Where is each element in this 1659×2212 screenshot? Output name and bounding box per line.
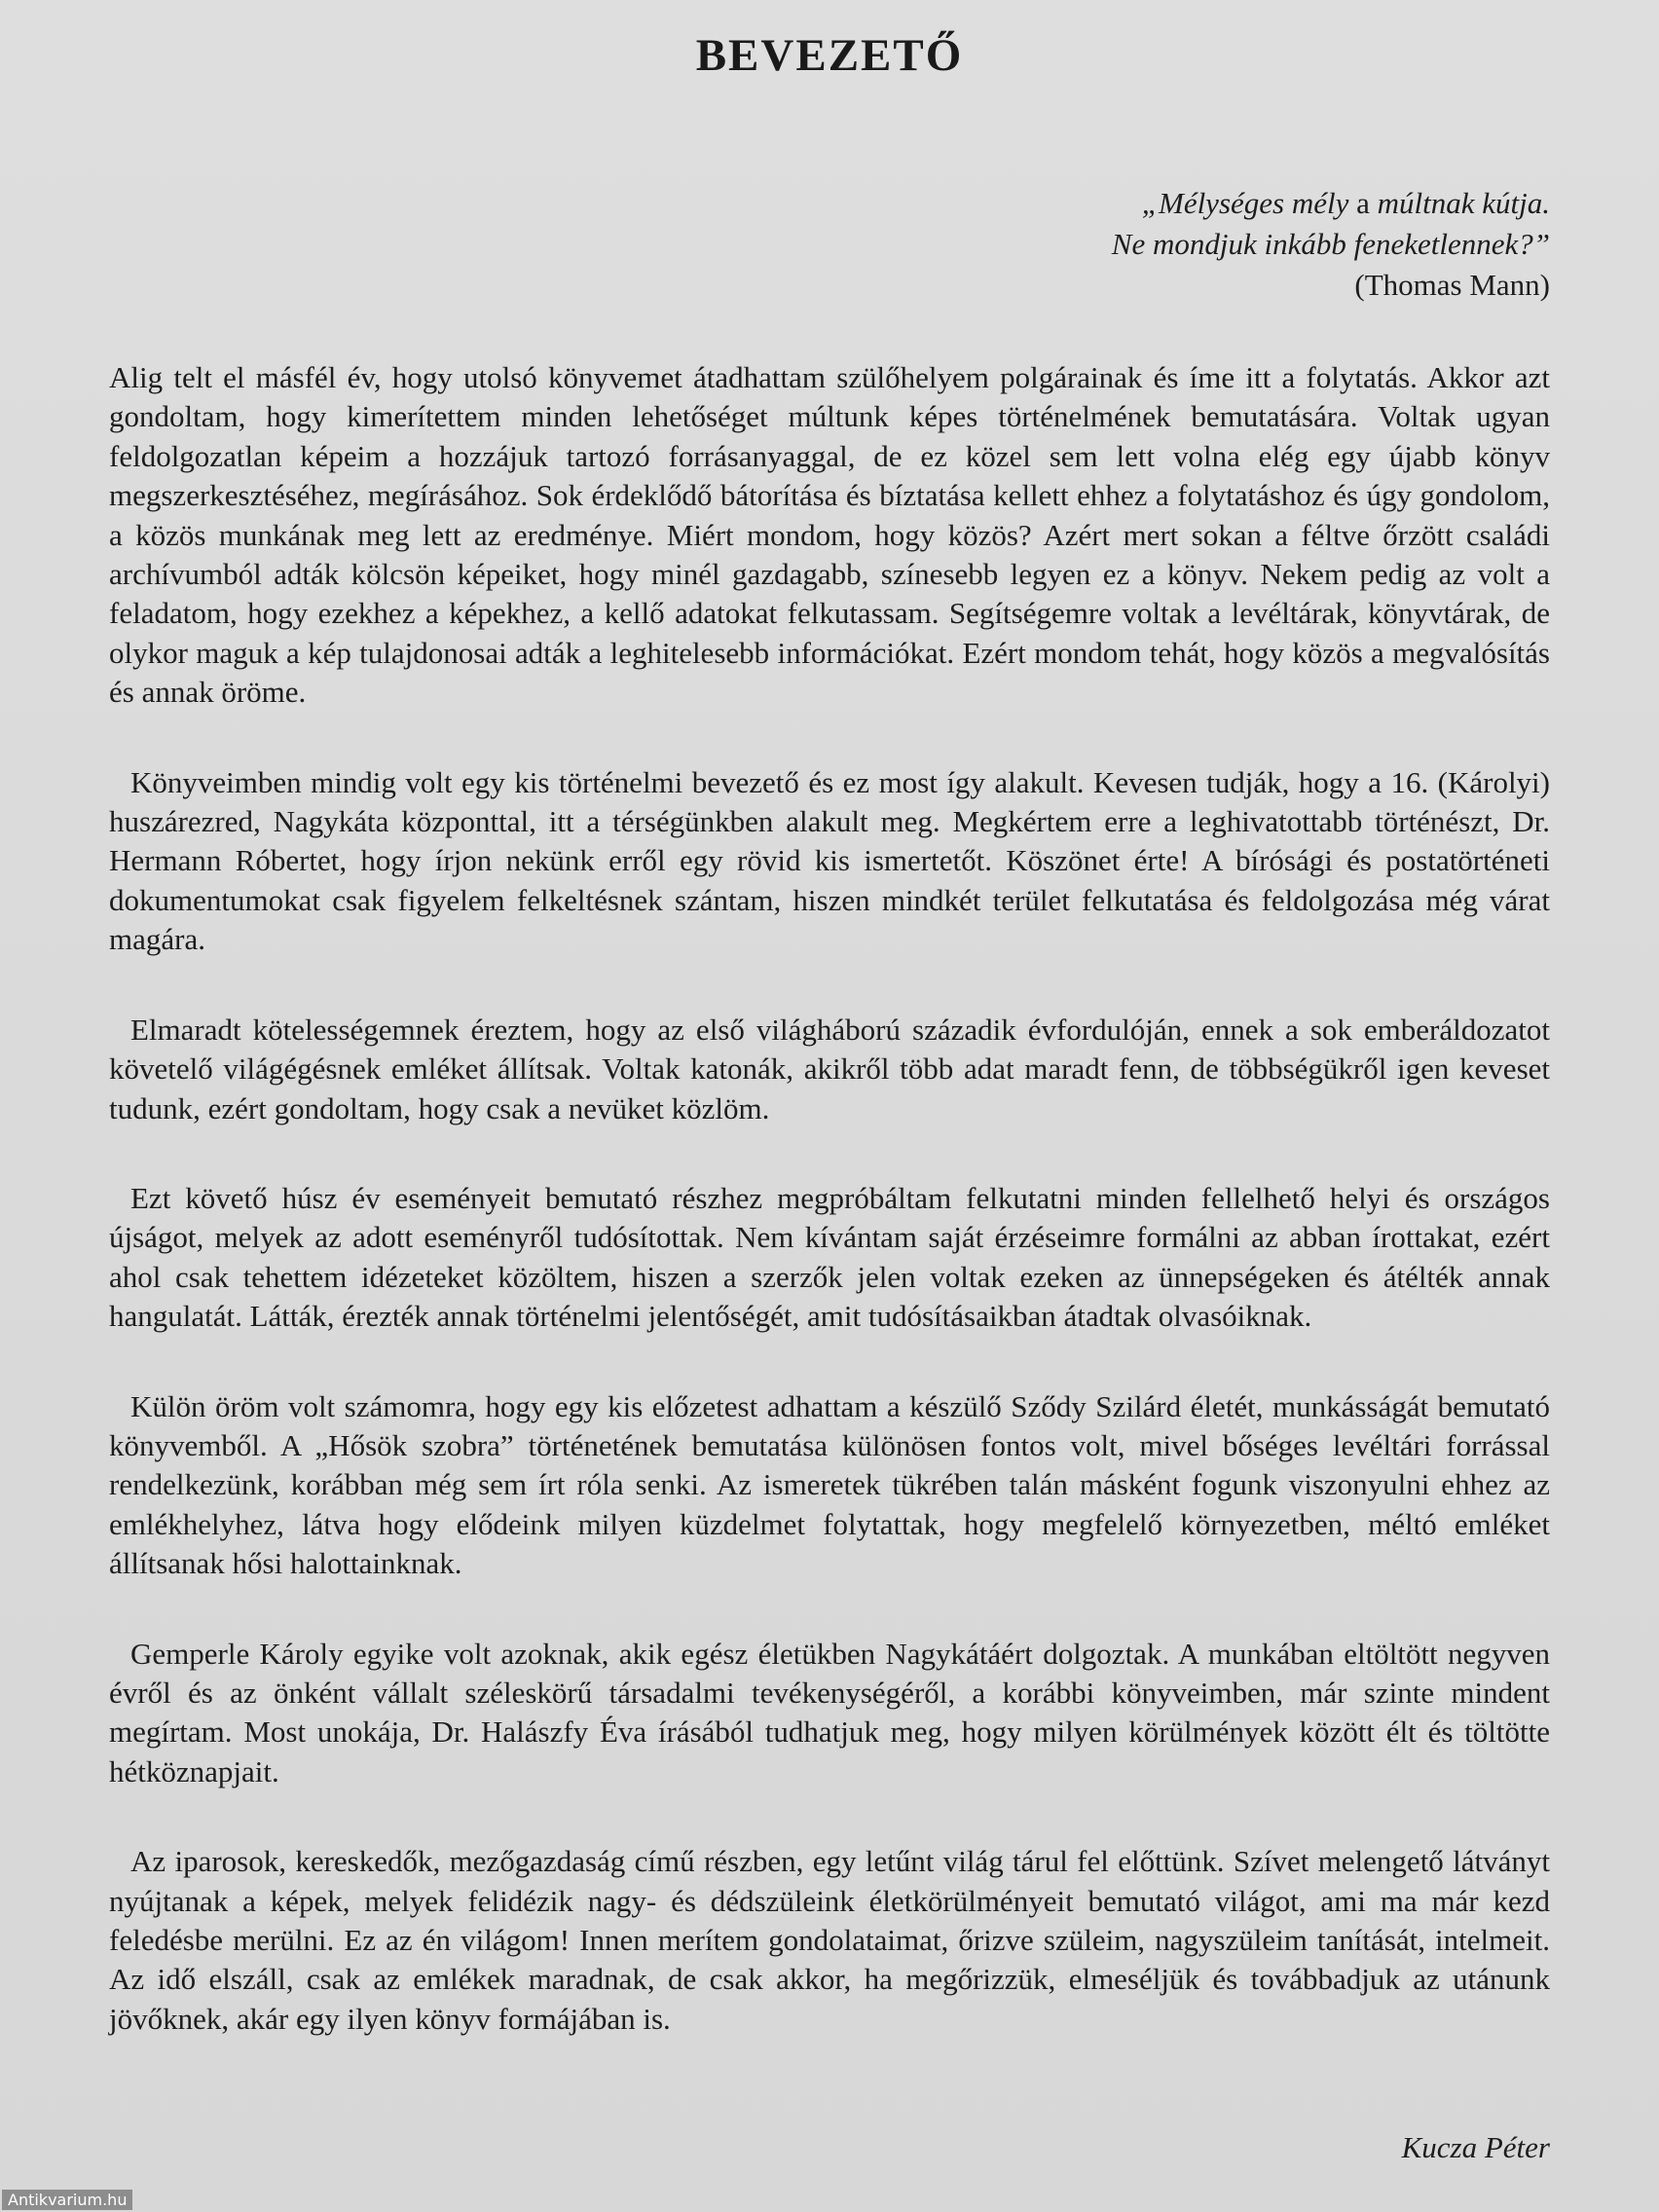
paragraph: Gemperle Károly egyike volt azoknak, akik egész életükben Nagykátáért dolgoztak. A munkában eltöltött negyven évről és az önként vállalt széleskörű társadalmi tevékenységéről, a korábbi könyveimben, már szinte mindent megírtam. Most unokája, Dr. Halászfy Éva írásából tudhatjuk meg, hogy milyen körülmények között élt és töltötte hétköznapjait. (109, 1636, 1550, 1788)
paragraph: Elmaradt kötelességemnek éreztem, hogy az első világháború századik évfordulóján, ennek a sok emberáldozatot követelő világégésnek emléket állítsak. Voltak katonák, akikről több adat maradt fenn, de többségükről igen keveset tudunk, ezért gondoltam, hogy csak a nevüket közlöm. (109, 1012, 1550, 1125)
paragraph: Ezt követő húsz év eseményeit bemutató részhez megpróbáltam felkutatni minden fellelhető helyi és országos újságot, melyek az adott eseményről tudósítottak. Nem kívántam saját érzéseimre formálni az abban írottakat, ezért ahol csak tehettem idézeteket közöltem, hiszen a szerzők jelen voltak ezeken az ünnepségeken és átélték annak hangulatát. Látták, érezték annak történelmi jelentőségét, amit tudósításaikban átadtak olvasóiknak. (109, 1180, 1550, 1334)
body-text (109, 358, 1550, 2089)
watermark: Antikvarium.hu (2, 2190, 132, 2210)
epigraph-author: (Thomas Mann) (1354, 268, 1550, 302)
epigraph-line-1: „Mélységes mély a múltnak kútja. (1141, 186, 1550, 220)
epigraph-quote (1005, 183, 1550, 306)
author-signature: Kucza Péter (1401, 2130, 1550, 2164)
page-title: BEVEZETŐ (695, 30, 964, 81)
epigraph-line-2: Ne mondjuk inkább feneketlennek?” (1111, 227, 1550, 261)
paragraph: Könyveimben mindig volt egy kis történelmi bevezető és ez most így alakult. Kevesen tudják, hogy a 16. (Károlyi) huszárezred, Nagykáta központtal, itt a térségünkben alakult meg. Megkértem erre a leghivatottabb történészt, Dr. Hermann Róbertet, hogy írjon nekünk erről egy rövid kis ismertetőt. Köszönet érte! A bírósági és postatörténeti dokumentumokat csak figyelem felkeltésnek szántam, hiszen mindkét terület felkutatása és feldolgozása még várat magára. (109, 764, 1550, 957)
paragraph: Az iparosok, kereskedők, mezőgazdaság című részben, egy letűnt világ tárul fel előttünk. Szívet melengető látványt nyújtanak a képek, melyek felidézik nagy- és dédszüleink életkörülményeit bemutató világot, ami ma már kezd feledésbe merülni. Ez az én világom! Innen merítem gondolataimat, őrizve szüleim, nagyszüleim tanítását, intelmeit. Az idő elszáll, csak az emlékek maradnak, de csak akkor, ha megőrizzük, elmeséljük és továbbadjuk az utánunk jövőknek, akár egy ilyen könyv formájában is. (109, 1844, 1550, 2036)
paragraph: Külön öröm volt számomra, hogy egy kis előzetest adhattam a készülő Sződy Szilárd életét, munkásságát bemutató könyvemből. A „Hősök szobra” történetének bemutatása különösen fontos volt, mivel bőséges levéltári forrással rendelkezünk, korábban még sem írt róla senki. Az ismeretek tükrében talán másként fogunk viszonyulni ehhez az emlékhelyhez, látva hogy elődeink milyen küzdelmet folytattak, hogy megfelelő környezetben, méltó emléket állítsanak hősi halottainknak. (109, 1388, 1550, 1581)
paragraph: Alig telt el másfél év, hogy utolsó könyvemet átadhattam szülőhelyem polgárainak és íme itt a folytatás. Akkor azt gondoltam, hogy kimerítettem minden lehetőséget múltunk képes történelmének bemutatására. Voltak ugyan feldolgozatlan képeim a hozzájuk tartozó forrásanyaggal, de ez közel sem lett volna elég egy újabb könyv megszerkesztéséhez, megírásához. Sok érdeklődő bátorítása és bíztatása kellett ehhez a folytatáshoz és úgy gondolom, a közös munkának meg lett az eredménye. Miért mondom, hogy közös? Azért mert sokan a féltve őrzött családi archívumból adták kölcsön képeiket, hogy minél gazdagabb, színesebb legyen ez a könyv. Nekem pedig az volt a feladatom, hogy ezekhez a képekhez, a kellő adatokat felkutassam. Segítségemre voltak a levéltárak, könyvtárak, de olykor maguk a kép tulajdonosai adták a leghitelesebb információkat. Ezért mondom tehát, hogy közös a megvalósítás és annak öröme. (109, 360, 1550, 710)
